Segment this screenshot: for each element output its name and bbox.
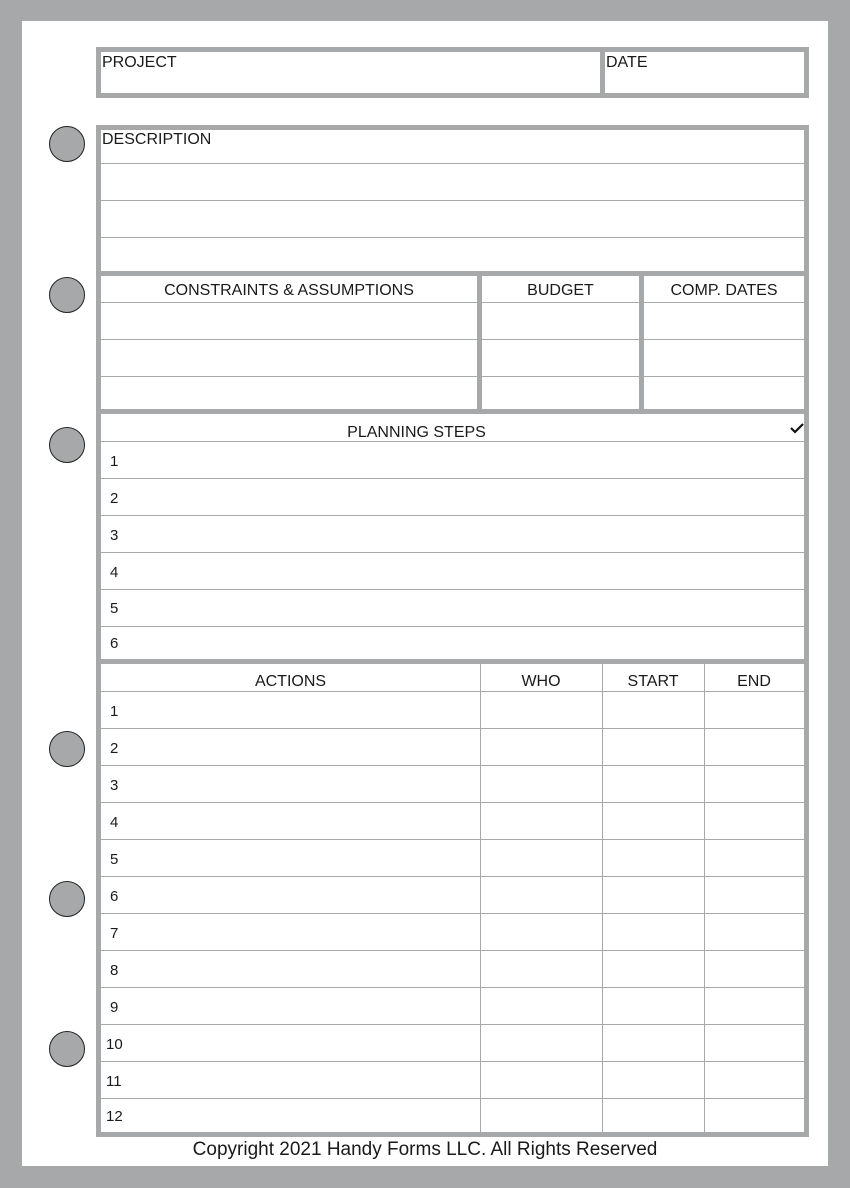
binder-hole [49,1031,85,1067]
project-date-box [96,47,809,98]
planning-line [101,441,804,442]
actions-line [101,987,804,988]
end-label: END [737,673,771,690]
actions-line [101,728,804,729]
project-label: PROJECT [102,54,177,71]
planning-step-number: 2 [110,490,119,507]
date-label: DATE [606,54,648,71]
actions-line [101,839,804,840]
action-number: 6 [110,888,119,905]
who-label: WHO [521,673,561,690]
action-number: 10 [106,1036,123,1053]
project-date-divider [600,47,605,98]
planning-line [101,589,804,590]
copyright-text: Copyright 2021 Handy Forms LLC. All Rights Reserved [192,1139,658,1160]
planning-line [101,515,804,516]
action-number: 5 [110,851,119,868]
binder-hole [49,277,85,313]
planning-step-number: 5 [110,600,119,617]
actions-line [101,913,804,914]
planning-step-number: 6 [110,635,119,652]
binder-hole [49,731,85,767]
actions-line [101,876,804,877]
binder-hole [49,126,85,162]
section-divider [96,659,809,664]
binder-hole [49,427,85,463]
section-divider [96,409,809,414]
description-line [101,163,804,164]
constraints-line [101,339,804,340]
planning-step-number: 3 [110,527,119,544]
constraints-line [101,302,804,303]
actions-line [101,950,804,951]
action-number: 4 [110,814,119,831]
action-number: 1 [110,703,119,720]
budget-label: BUDGET [527,282,594,299]
planning-step-number: 4 [110,564,119,581]
action-number: 12 [106,1108,123,1125]
planning-steps-label: PLANNING STEPS [347,424,486,441]
section-divider [96,271,809,276]
action-number: 9 [110,999,119,1016]
planning-step-number: 1 [110,453,119,470]
actions-line [101,802,804,803]
actions-line [101,1024,804,1025]
constraints-line [101,376,804,377]
description-line [101,237,804,238]
action-number: 11 [106,1073,122,1090]
start-label: START [627,673,679,690]
description-line [101,200,804,201]
comp-dates-label: COMP. DATES [670,282,778,299]
action-number: 3 [110,777,119,794]
action-number: 8 [110,962,119,979]
main-form-box [96,125,809,1137]
actions-line [101,1098,804,1099]
actions-line [101,1061,804,1062]
action-number: 2 [110,740,119,757]
actions-line [101,765,804,766]
actions-line [101,691,804,692]
planning-line [101,626,804,627]
planning-line [101,478,804,479]
binder-hole [49,881,85,917]
description-label: DESCRIPTION [102,131,212,148]
action-number: 7 [110,925,119,942]
checkmark-icon [788,419,806,437]
constraints-label: CONSTRAINTS & ASSUMPTIONS [164,282,414,299]
planning-line [101,552,804,553]
actions-label: ACTIONS [254,673,327,690]
